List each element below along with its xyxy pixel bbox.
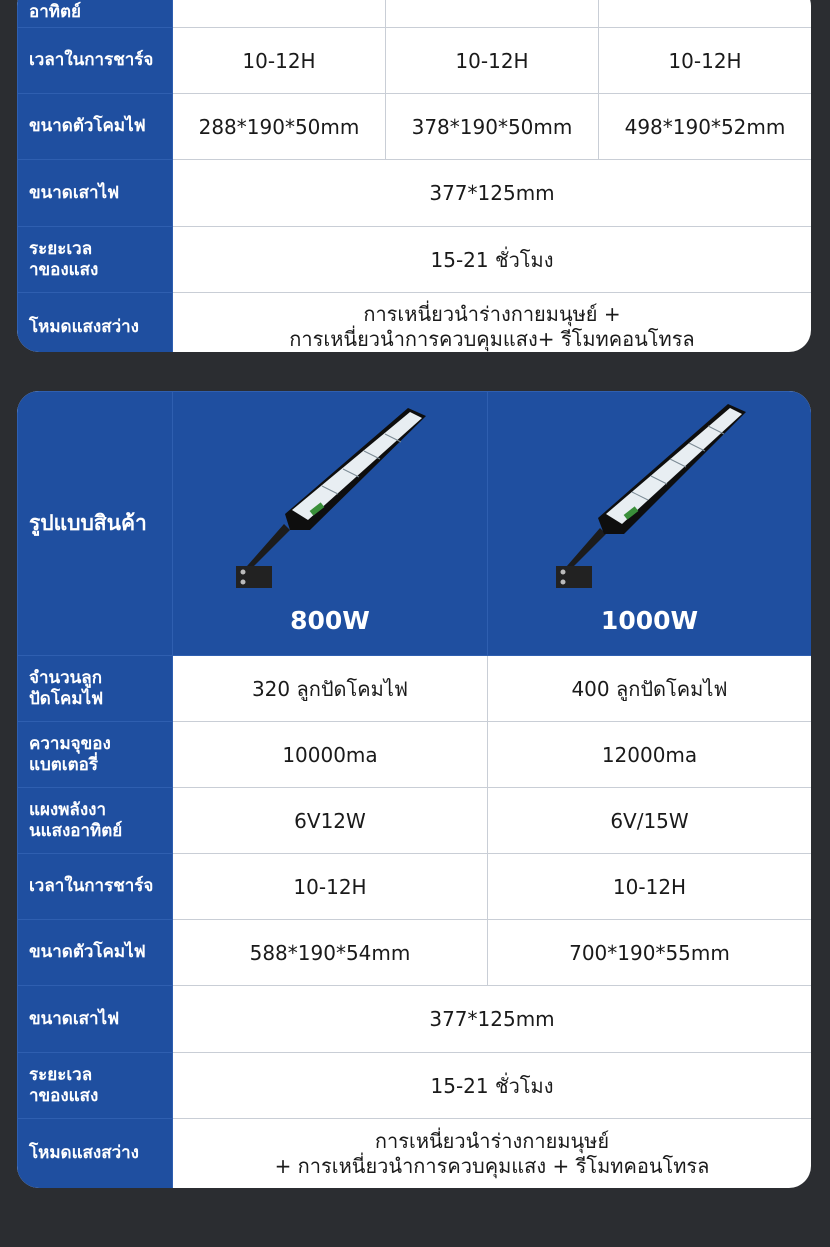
table-row xyxy=(18,722,812,788)
table-row xyxy=(18,293,812,353)
value-cell: 288*190*50mm xyxy=(173,94,386,160)
table-row xyxy=(18,854,812,920)
row-label-line: ความจุของ xyxy=(29,733,111,754)
row-label-line: ปัดโคมไฟ xyxy=(29,688,104,709)
row-label-line: นแสงอาทิตย์ xyxy=(29,820,123,841)
solar-street-lamp-icon xyxy=(492,402,807,592)
row-label: รูปแบบสินค้า xyxy=(18,392,173,656)
table-row xyxy=(18,1119,812,1189)
row-label: อาทิตย์ xyxy=(18,0,173,28)
product-wattage: 1000W xyxy=(600,606,699,635)
value-cell: 10-12H xyxy=(386,28,599,94)
row-label: เวลาในการชาร์จ xyxy=(18,854,173,920)
row-label: ขนาดตัวโคมไฟ xyxy=(18,94,173,160)
row-label xyxy=(18,227,173,293)
spec-table-card-small-models xyxy=(17,0,811,352)
spec-table xyxy=(17,391,811,1188)
value-cell: 12000ma xyxy=(488,722,812,788)
row-label: ขนาดตัวโคมไฟ xyxy=(18,920,173,986)
value-cell xyxy=(599,0,812,28)
value-cell: 10-12H xyxy=(599,28,812,94)
row-label-line: แผงพลังงา xyxy=(29,799,106,820)
product-header-row xyxy=(18,392,812,656)
row-label-line: แบตเตอรี่ xyxy=(29,754,98,775)
product-cell xyxy=(488,392,812,656)
mode-line: การเหนี่ยวนำการควบคุมแสง+ รีโมทคอนโทรล xyxy=(289,327,695,351)
value-cell: 10-12H xyxy=(488,854,812,920)
row-label-line: าของแสง xyxy=(29,259,99,280)
value-cell: 377*125mm xyxy=(173,160,812,227)
mode-line: การเหนี่ยวนำร่างกายมนุษย์ + xyxy=(363,302,621,326)
table-row xyxy=(18,920,812,986)
mode-line: + การเหนี่ยวนำการควบคุมแสง + รีโมทคอนโทรล xyxy=(274,1153,710,1178)
table-row xyxy=(18,160,812,227)
spec-table-card-large-models xyxy=(17,391,811,1188)
value-cell xyxy=(173,0,386,28)
value-cell: 15-21 ชั่วโมง xyxy=(173,227,812,293)
row-label-line: าของแสง xyxy=(29,1085,99,1106)
row-label xyxy=(18,656,173,722)
table-row xyxy=(18,227,812,293)
value-cell: 320 ลูกปัดโคมไฟ xyxy=(173,656,488,722)
row-label-line: จำนวนลูก xyxy=(29,667,103,688)
value-cell xyxy=(386,0,599,28)
row-label: เวลาในการชาร์จ xyxy=(18,28,173,94)
row-label xyxy=(18,788,173,854)
value-cell: 377*125mm xyxy=(173,986,812,1053)
product-cell xyxy=(173,392,488,656)
product-wattage: 800W xyxy=(290,606,370,635)
value-cell: 700*190*55mm xyxy=(488,920,812,986)
row-label-line: ระยะเวล xyxy=(29,1064,93,1085)
value-cell: 10000ma xyxy=(173,722,488,788)
row-label: ขนาดเสาไฟ xyxy=(18,160,173,227)
value-cell: 15-21 ชั่วโมง xyxy=(173,1053,812,1119)
value-cell: 498*190*52mm xyxy=(599,94,812,160)
value-cell: 6V12W xyxy=(173,788,488,854)
mode-line: การเหนี่ยวนำร่างกายมนุษย์ xyxy=(374,1128,610,1153)
solar-street-lamp-icon xyxy=(177,402,483,592)
table-row xyxy=(18,0,812,28)
row-label: โหมดแสงสว่าง xyxy=(18,293,173,353)
row-label: ขนาดเสาไฟ xyxy=(18,986,173,1053)
spec-table xyxy=(17,0,811,352)
table-row xyxy=(18,788,812,854)
value-cell: 6V/15W xyxy=(488,788,812,854)
table-row xyxy=(18,94,812,160)
table-row xyxy=(18,986,812,1053)
row-label xyxy=(18,722,173,788)
value-cell xyxy=(173,293,812,353)
row-label xyxy=(18,1053,173,1119)
value-cell: 400 ลูกปัดโคมไฟ xyxy=(488,656,812,722)
value-cell: 10-12H xyxy=(173,854,488,920)
value-cell: 10-12H xyxy=(173,28,386,94)
row-label: โหมดแสงสว่าง xyxy=(18,1119,173,1189)
row-label-line: ระยะเวล xyxy=(29,238,93,259)
value-cell xyxy=(173,1119,812,1189)
table-row xyxy=(18,656,812,722)
table-row xyxy=(18,28,812,94)
value-cell: 378*190*50mm xyxy=(386,94,599,160)
value-cell: 588*190*54mm xyxy=(173,920,488,986)
table-row xyxy=(18,1053,812,1119)
